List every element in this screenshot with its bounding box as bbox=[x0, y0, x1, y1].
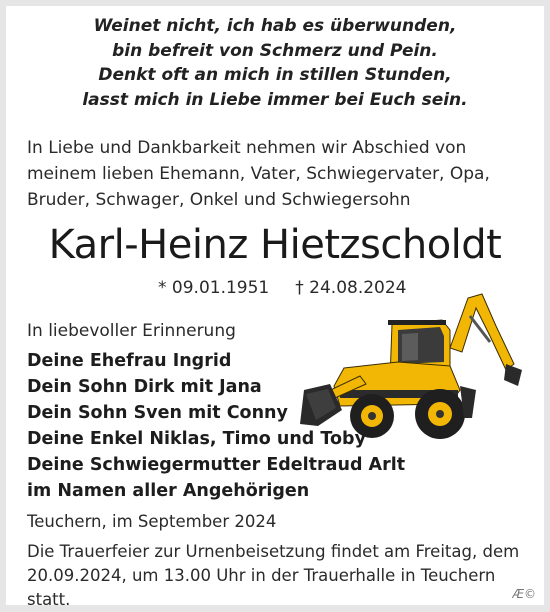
poem-line: Denkt oft an mich in stillen Stunden, bbox=[0, 63, 550, 88]
backhoe-loader-icon bbox=[300, 286, 532, 444]
funeral-line: Die Trauerfeier zur Urnenbeisetzung findet am Freitag, dem bbox=[27, 540, 537, 564]
birth-date: * 09.01.1951 bbox=[158, 278, 269, 298]
poem-line: bin befreit von Schmerz und Pein. bbox=[0, 39, 550, 64]
deceased-name: Karl-Heinz Hietzscholdt bbox=[0, 222, 550, 268]
poem-line: lasst mich in Liebe immer bei Euch sein. bbox=[0, 88, 550, 113]
poem-line: Weinet nicht, ich hab es überwunden, bbox=[0, 14, 550, 39]
funeral-line: 20.09.2024, um 13.00 Uhr in der Trauerhalle in Teuchern statt. bbox=[27, 564, 537, 612]
death-date: † 24.08.2024 bbox=[295, 278, 406, 298]
mourner-line: Deine Ehefrau Ingrid bbox=[27, 348, 405, 374]
mourner-line: Dein Sohn Sven mit Conny bbox=[27, 400, 405, 426]
intro-line: In Liebe und Dankbarkeit nehmen wir Abschied von bbox=[27, 135, 527, 161]
memory-line: In liebevoller Erinnerung bbox=[27, 321, 236, 341]
poem bbox=[0, 14, 550, 112]
intro-line: meinem lieben Ehemann, Vater, Schwiegervater, Opa, bbox=[27, 161, 527, 187]
mourner-line: Deine Enkel Niklas, Timo und Toby bbox=[27, 426, 405, 452]
publisher-signature: Æ© bbox=[512, 587, 536, 601]
mourner-line: im Namen aller Angehörigen bbox=[27, 478, 405, 504]
funeral-notice bbox=[27, 540, 537, 612]
mourner-line: Dein Sohn Dirk mit Jana bbox=[27, 374, 405, 400]
place-date: Teuchern, im September 2024 bbox=[27, 512, 276, 531]
intro-line: Bruder, Schwager, Onkel und Schwiegersohn bbox=[27, 187, 527, 213]
mourner-line: Deine Schwiegermutter Edeltraud Arlt bbox=[27, 452, 405, 478]
intro-text bbox=[27, 135, 527, 213]
